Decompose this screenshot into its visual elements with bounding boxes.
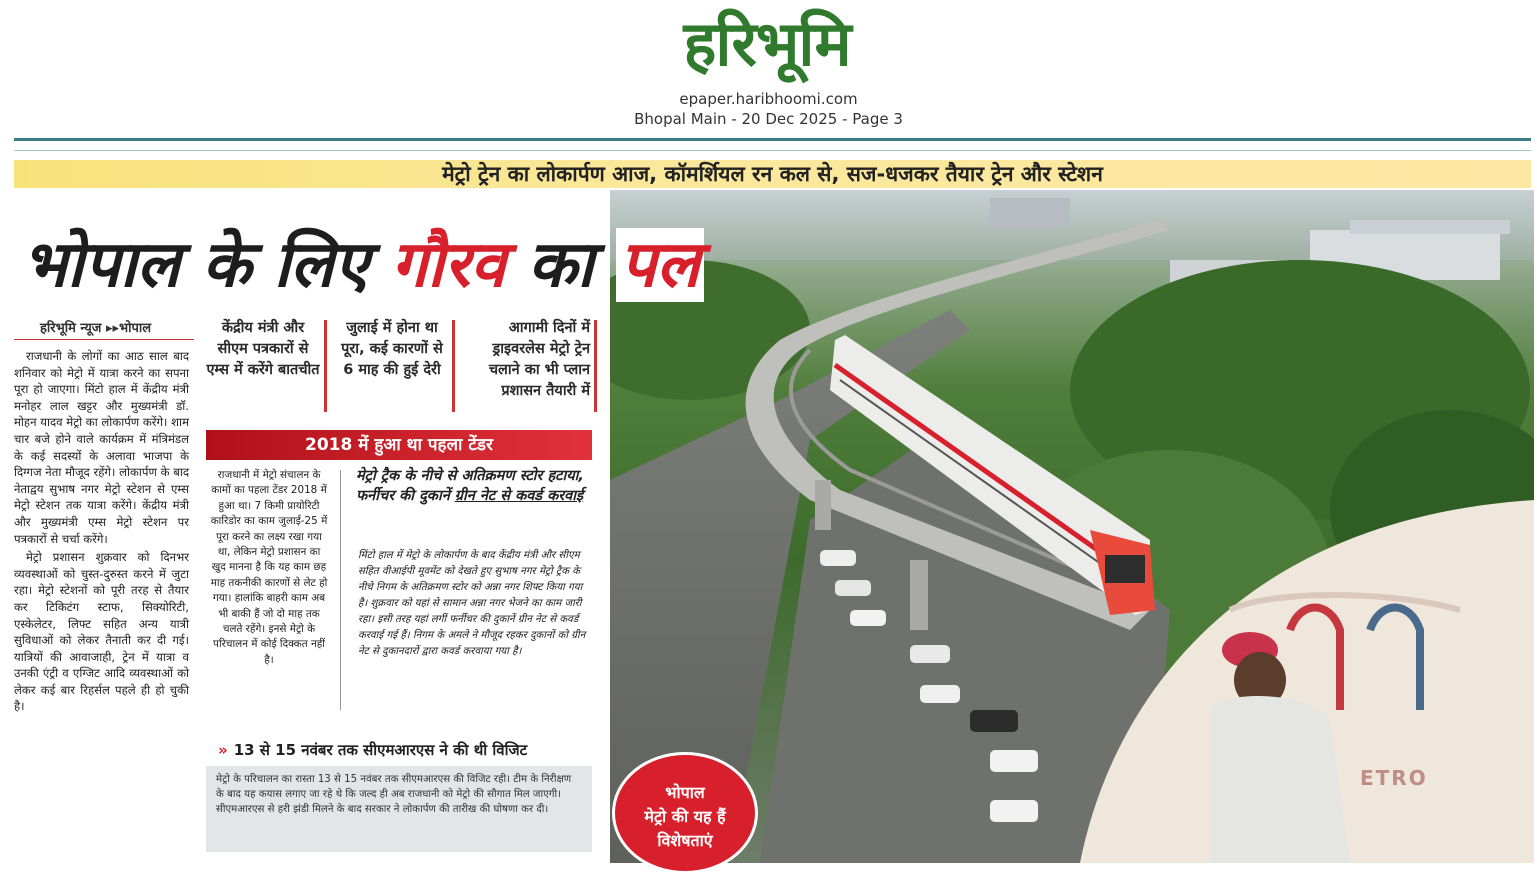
quote-divider xyxy=(594,320,597,412)
metro-photo-art xyxy=(610,190,1534,863)
headline-part1: भोपाल के लिए xyxy=(22,228,392,302)
edition-info: Bhopal Main - 20 Dec 2025 - Page 3 xyxy=(634,110,903,128)
features-badge xyxy=(612,752,758,874)
headline-part3: का xyxy=(505,228,616,302)
masthead xyxy=(0,0,1537,136)
quote-1: केंद्रीय मंत्री और सीएम पत्रकारों से एम्स में करेंगे बातचीत xyxy=(206,320,320,378)
header-rule xyxy=(14,138,1531,141)
headline-part2: गौरव xyxy=(391,228,506,302)
site-url[interactable]: epaper.haribhoomi.com xyxy=(679,90,858,108)
headline-part4: पल xyxy=(616,228,704,302)
badge-line-3: विशेषताएं xyxy=(657,831,713,850)
quote-2: जुलाई में होना था पूरा, कई कारणों से 6 माह की हुई देरी xyxy=(341,320,443,378)
byline-rule xyxy=(14,339,194,340)
quote-3: आगामी दिनों में ड्राइवरलेस मेट्रो ट्रेन चलाने का भी प्लान प्रशासन तैयारी में xyxy=(488,320,590,399)
metro-photo xyxy=(610,190,1534,863)
bottom-box: मेट्रो के परिचालन का रास्ता 13 से 15 नवंबर तक सीएमआरएस की विजिट रही। टीम के निरीक्षण के बाद यह कयास लगाए जा रहे थे कि जल्द ही अब राजधानी को मेट्रो की सौगात मिल जाएगी। सीएमआरएस से हरी झंडी मिलने के बाद सरकार ने लोकार्पण की तारीख की घोषणा कर दी। xyxy=(206,766,592,852)
badge-line-1: भोपाल xyxy=(665,783,705,802)
box-title: 2018 में हुआ था पहला टेंडर xyxy=(206,430,592,460)
header-rule-thin xyxy=(14,150,1531,151)
sub-story-body: मिंटो हाल में मेट्रो के लोकार्पण के बाद केंद्रीय मंत्री और सीएम सहित वीआईपी मूवमेंट को देखते हुए सुभाष नगर मेट्रो ट्रैक के नीचे निगम के अतिक्रमण स्टोर को अन्ना नगर शिफ्ट किया गया है। शुक्रवार को यहां से सामान अन्ना नगर भेजने का काम जारी रहा। इसी तरह यहां लगीं फर्नीचर की दुकानें ग्रीन नेट से कवर्ड करवाई गई हैं। निगम के अमले ने मौजूद रहकर दुकानों को ग्रीन नेट से दुकानदारों द्वारा कवर्ड करवाया गया है। xyxy=(358,550,586,657)
quote-divider xyxy=(324,320,327,412)
badge-line-2: मेट्रो की यह हैं xyxy=(644,807,726,826)
newspaper-logo[interactable]: हरिभूमि xyxy=(683,7,851,80)
main-headline xyxy=(22,222,704,308)
byline: हरिभूमि न्यूज ▸▸भोपाल xyxy=(40,321,152,336)
story-paragraph: मेट्रो प्रशासन शुक्रवार को दिनभर व्यवस्थाओं को चुस्त-दुरुस्त करने में जुटा रहा। मेट्रो स्टेशनों को पूरी तरह से तैयार कर टिकिटंग स्टाफ, सिक्योरिटी, एस्केलेटर, लिफ्ट सहित अन्य यात्री सुविधाओं को लेकर तैनाती कर दी गई। यात्रियों की आवाजाही, ट्रेन में यात्रा व उनकी एंट्री व एग्जिट आदि व्यवस्थाओं को लेकर कई बार रिहर्सल पहले ही हो चुकी है। xyxy=(14,550,189,714)
photo-sign-text: ETRO xyxy=(1360,766,1428,790)
sub-headline-part1: मेट्रो ट्रैक के नीचे से अतिक्रमण स्टोर हटाया, फर्नीचर की दुकानें xyxy=(356,468,584,504)
sub-headline-part2: ग्रीन नेट से कवर्ड करवाई xyxy=(454,488,584,504)
sub-headline xyxy=(356,466,592,506)
chevron-icon: » xyxy=(218,741,228,759)
bottom-headline xyxy=(218,740,598,760)
quote-divider xyxy=(452,320,455,412)
bottom-headline-text: 13 से 15 नवंबर तक सीएमआरएस ने की थी विजिट xyxy=(233,741,528,759)
column-divider xyxy=(340,470,341,710)
strap-line: मेट्रो ट्रेन का लोकार्पण आज, कॉमर्शियल रन कल से, सज-धजकर तैयार ट्रेन और स्टेशन xyxy=(14,160,1531,188)
story-column-1 xyxy=(14,348,189,717)
story-paragraph: राजधानी के लोगों का आठ साल बाद शनिवार को मेट्रो में यात्रा करने का सपना पूरा हो जाएगा। मिंटो हाल में केंद्रीय मंत्री मनोहर लाल खट्टर और मुख्यमंत्री डॉ. मोहन यादव मेट्रो का लोकार्पण करेंगे। शाम चार बजे होने वाले कार्यक्रम में मंत्रिमंडल के कई सदस्यों के अलावा भाजपा के दिग्गज नेता मौजूद रहेंगे। लोकार्पण के बाद नेताद्वय सुभाष नगर मेट्रो स्टेशन से एम्स मेट्रो स्टेशन तक यात्रा करेंगे। केंद्रीय मंत्री और मुख्यमंत्री एम्स मेट्रो स्टेशन पर पत्रकारों से चर्चा करेंगे। xyxy=(14,349,189,546)
box-body: राजधानी में मेट्रो संचालन के कामों का पहला टेंडर 2018 में हुआ था। 7 किमी प्रायोरिटी कारिडोर का काम जुलाई-25 में पूरा करने का लक्ष्य रखा गया था, लेकिन मेट्रो प्रशासन का खुद मानना है कि यह काम छह माह तकनीकी कारणों से लेट हो गया। हालांकि बाहरी काम अब भी बाकी हैं जो दो माह तक चलते रहेंगे। इनसे मेट्रो के परिचालन में कोई दिक्कत नहीं है। xyxy=(210,469,328,666)
